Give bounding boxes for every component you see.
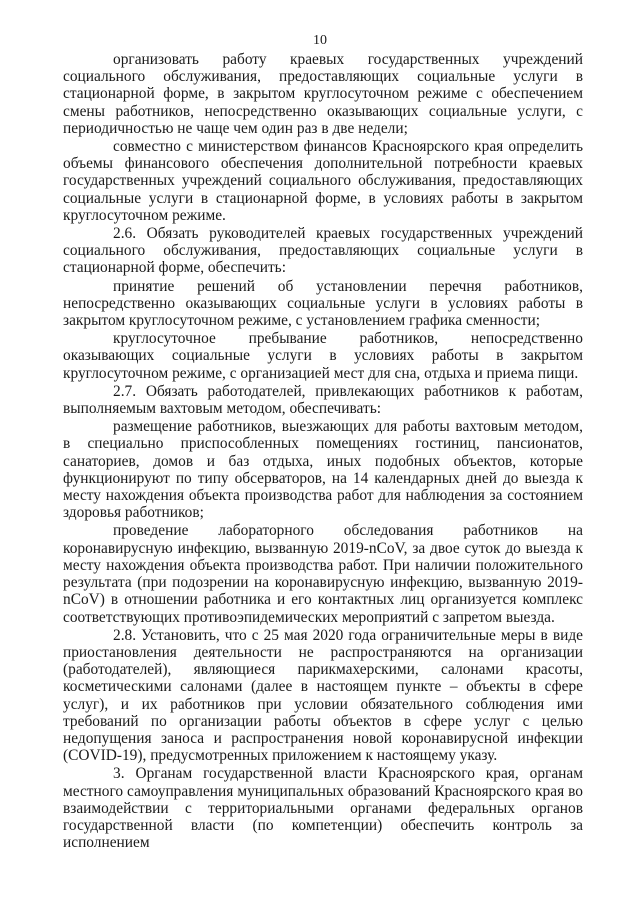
paragraph-2-6-item-stay: круглосуточное пребывание работников, непосредственно оказывающих социальные услуги в условиях работы в закрытом круглосуточном режиме, с организацией мест для сна, отдыха и приема пищи. xyxy=(63,330,583,382)
paragraph-2-7-item-housing: размещение работников, выезжающих для работы вахтовым методом, в специально приспособленных помещениях гостиниц, пансионатов, санаториев, домов и баз отдыха, иных подобных объектов, которые функционируют по типу обсерваторов, на 14 календарных дней до выезда к месту нахождения объекта производства работ для наблюдения за состоянием здоровья работников; xyxy=(63,418,583,522)
document-body xyxy=(63,51,583,851)
paragraph-2-8: 2.8. Установить, что с 25 мая 2020 года ограничительные меры в виде приостановления деятельности не распространяются на организации (работодателей), являющиеся парикмахерскими, салонами красоты, косметическими салонами (далее в настоящем пункте – объекты в сфере услуг), и их работников при условии обязательного соблюдения ими требований по организации работы объектов в сфере услуг с целью недопущения заноса и распространения новой коронавирусной инфекции (COVID-19), предусмотренных приложением к настоящему указу. xyxy=(63,626,583,765)
paragraph-2-6: 2.6. Обязать руководителей краевых государственных учреждений социального обслуживания, предоставляющих социальные услуги в стационарной форме, обеспечить: xyxy=(63,225,583,277)
paragraph-3: 3. Органам государственной власти Красноярского края, органам местного самоуправления муниципальных образований Красноярского края во взаимодействии с территориальными органами федеральных органов государственной власти (по компетенции) обеспечить контроль за исполнением xyxy=(63,765,583,852)
paragraph-2-7-item-testing: проведение лабораторного обследования работников на коронавирусную инфекцию, вызванную 2019-nCoV, за двое суток до выезда к месту нахождения объекта производства работ. При наличии положительного результата (при подозрении на коронавирусную инфекцию, вызванную 2019-nCoV) в отношении работника и его контактных лиц организуется комплекс соответствующих противоэпидемических мероприятий с запретом выезда. xyxy=(63,522,583,626)
page-number: 10 xyxy=(313,33,327,48)
paragraph-2-5-item-schedule: организовать работу краевых государственных учреждений социального обслуживания, предоставляющих социальные услуги в стационарной форме, в закрытом круглосуточном режиме с обеспечением смены работников, непосредственно оказывающих социальные услуги, с периодичностью не чаще чем один раз в две недели; xyxy=(63,51,583,137)
paragraph-2-5-item-funding: совместно с министерством финансов Красноярского края определить объемы финансового обеспечения дополнительной потребности краевых государственных учреждений социального обслуживания, предоставляющих социальные услуги в стационарной форме, в условиях работы в закрытом круглосуточном режиме. xyxy=(63,138,583,224)
paragraph-2-6-item-list: принятие решений об установлении перечня работников, непосредственно оказывающих социальные услуги в условиях работы в закрытом круглосуточном режиме, с установлением графика сменности; xyxy=(63,277,583,330)
paragraph-2-7: 2.7. Обязать работодателей, привлекающих работников к работам, выполняемым вахтовым методом, обеспечивать: xyxy=(63,382,583,418)
